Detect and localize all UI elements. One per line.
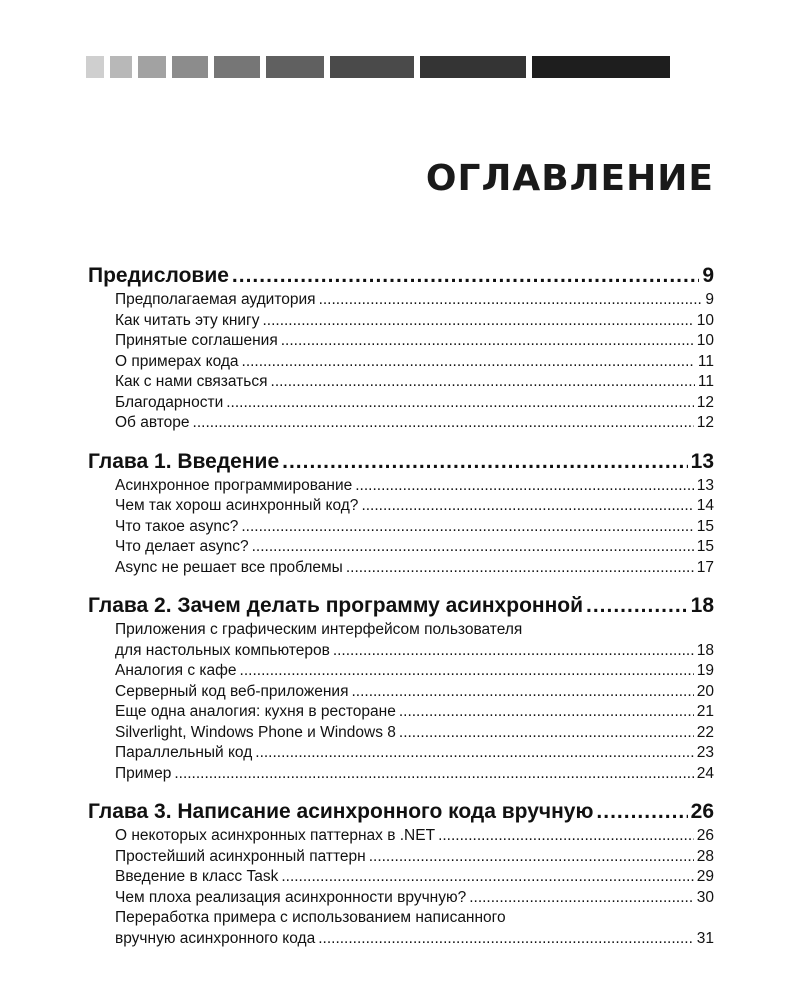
header-square [138,56,166,78]
toc-entry [88,723,714,744]
chapter-title: Глава 3. Написание асинхронного кода вручную [88,800,594,823]
leader-dots [355,476,694,497]
chapter-title: Глава 2. Зачем делать программу асинхронной [88,594,583,617]
toc-entry [88,413,714,434]
leader-dots [346,558,694,579]
entry-page-number: 28 [696,847,714,865]
entry-title: Еще одна аналогия: кухня в ресторане [115,703,396,720]
header-square [214,56,260,78]
entry-title: Чем так хорош асинхронный код? [115,497,359,514]
chapter-title: Предисловие [88,264,229,287]
leader-dots [469,888,694,909]
entry-title: для настольных компьютеров [115,641,330,659]
entry-page-number: 12 [696,414,714,431]
entry-title: Асинхронное программирование [115,476,353,494]
entry-title: Предполагаемая аудитория [115,291,316,308]
toc-entry [88,826,714,847]
toc-entry [88,496,714,517]
leader-dots [281,867,693,888]
leader-dots [226,393,694,414]
chapter-title: Глава 1. Введение [88,449,280,473]
entry-title: Принятые соглашения [115,332,278,349]
toc-entry [88,331,714,352]
entry-title: Введение в класс Task [115,868,279,885]
entry-title: О примерах кода [115,352,239,370]
entry-title: Как с нами связаться [115,373,268,390]
toc-entry [88,743,714,764]
toc-entry [88,517,714,538]
toc-entry [88,867,714,888]
chapter-page-number: 13 [690,449,714,473]
entry-page-number: 10 [696,332,714,349]
entry-page-number: 15 [696,538,714,555]
toc-entry [88,311,714,332]
leader-dots [262,311,693,332]
leader-dots [318,929,694,950]
entry-page-number: 15 [696,517,714,535]
toc-entry [88,558,714,579]
entry-page-number: 13 [696,476,714,494]
leader-dots [438,826,694,847]
entry-page-number: 11 [697,352,714,370]
toc-entry [88,290,714,311]
entry-page-number: 29 [696,868,714,885]
toc-entry [88,476,714,497]
chapter-page-number: 9 [702,264,714,287]
header-square [172,56,208,78]
toc-entry [88,764,714,785]
leader-dots [255,743,693,764]
table-of-contents [88,262,714,949]
toc-entry [88,352,714,373]
leader-dots [271,372,695,393]
toc-entry [88,537,714,558]
toc-entry-line: Переработка примера с использованием написанного [115,909,506,926]
toc-entry [88,847,714,868]
entry-page-number: 17 [696,558,714,576]
toc-chapter [88,798,714,826]
toc-entry [88,682,714,703]
entry-page-number: 31 [696,929,714,947]
entry-page-number: 14 [696,497,714,514]
toc-entry [88,888,714,909]
leader-dots [282,448,688,476]
leader-dots [240,661,694,682]
toc-entry [88,702,714,723]
leader-dots [174,764,693,785]
leader-dots [399,723,694,744]
entry-title: Что такое async? [115,517,239,535]
leader-dots [232,262,699,290]
leader-dots [351,682,693,703]
header-square [266,56,324,78]
toc-entry-line: Приложения с графическим интерфейсом пользователя [115,621,523,638]
leader-dots [586,592,688,620]
entry-title: Silverlight, Windows Phone и Windows 8 [115,723,396,741]
header-decoration [86,56,670,78]
toc-chapter [88,262,714,290]
entry-title: Async не решает все проблемы [115,558,343,576]
toc-entry [88,393,714,414]
entry-title: Что делает async? [115,538,249,555]
header-square [532,56,670,78]
entry-title: Чем плоха реализация асинхронности вручную? [115,888,467,906]
entry-page-number: 26 [696,827,714,844]
leader-dots [242,352,695,373]
entry-title: Пример [115,764,172,782]
leader-dots [333,641,694,662]
toc-entry [88,661,714,682]
entry-page-number: 12 [696,393,714,411]
entry-page-number: 22 [696,723,714,741]
leader-dots [281,331,694,352]
entry-title: Благодарности [115,393,224,411]
entry-page-number: 11 [697,373,714,390]
header-square [420,56,526,78]
entry-page-number: 10 [696,311,714,329]
entry-page-number: 24 [696,764,714,782]
toc-entry [88,372,714,393]
header-square [330,56,414,78]
entry-title: вручную асинхронного кода [115,929,316,947]
entry-page-number: 9 [705,291,714,308]
leader-dots [361,496,693,517]
entry-title: Серверный код веб-приложения [115,682,349,700]
leader-dots [369,847,694,868]
leader-dots [252,537,694,558]
chapter-page-number: 18 [690,594,714,617]
header-square [86,56,104,78]
entry-title: Как читать эту книгу [115,311,260,329]
entry-title: Параллельный код [115,744,253,761]
toc-chapter [88,592,714,620]
leader-dots [241,517,693,538]
entry-page-number: 23 [696,744,714,761]
entry-page-number: 19 [696,662,714,679]
toc-entry [88,929,714,950]
page-title: ОГЛАВЛЕНИЕ [425,158,714,199]
leader-dots [596,798,687,826]
entry-title: Простейший асинхронный паттерн [115,847,366,865]
header-square [110,56,132,78]
entry-title: Об авторе [115,414,190,431]
entry-page-number: 20 [696,682,714,700]
entry-page-number: 21 [696,703,714,720]
entry-title: Аналогия с кафе [115,662,237,679]
leader-dots [399,702,694,723]
toc-chapter [88,448,714,476]
leader-dots [193,413,694,434]
entry-page-number: 30 [696,888,714,906]
leader-dots [319,290,703,311]
toc-entry [88,641,714,662]
chapter-page-number: 26 [690,800,714,823]
entry-title: О некоторых асинхронных паттернах в .NET [115,827,436,844]
entry-page-number: 18 [696,641,714,659]
